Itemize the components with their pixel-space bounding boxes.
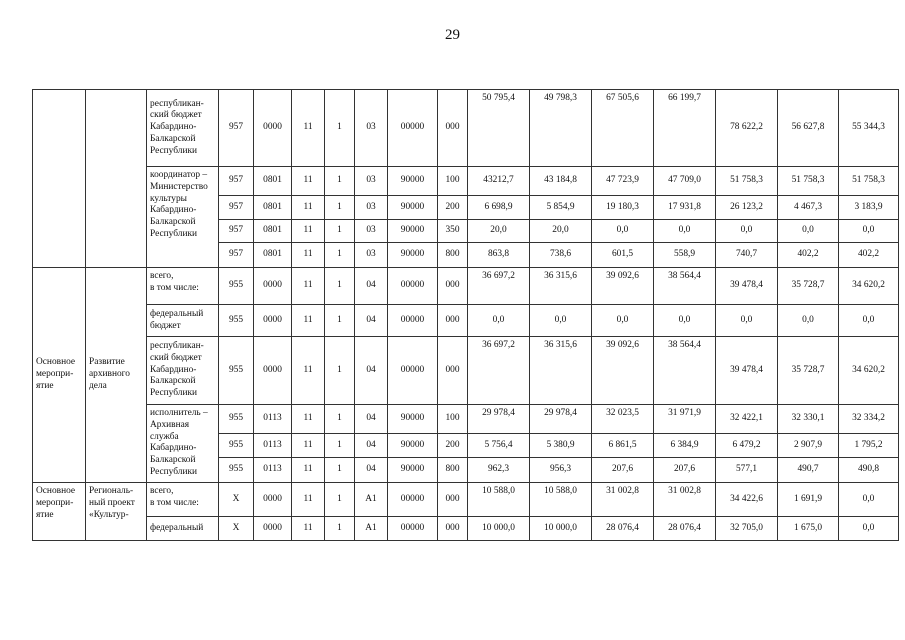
code-cell: 11 [292,458,325,483]
value-cell: 0,0 [654,305,716,337]
value-cell: 78 622,2 [716,90,778,167]
code-cell: 000 [438,337,468,405]
code-cell: 90000 [388,220,438,243]
code-cell: 1 [325,405,355,434]
code-cell: 11 [292,305,325,337]
measure-title-cell-line: Региональ- [89,486,134,496]
code-cell: 04 [355,337,388,405]
value-cell: 47 723,9 [592,167,654,196]
indicator-cell [147,167,219,268]
indicator-cell-line: республикан- [150,341,204,352]
code-cell: 0113 [254,458,292,483]
value-cell: 20,0 [468,220,530,243]
value-cell: 43212,7 [468,167,530,196]
code-cell: 1 [325,220,355,243]
measure-title-cell-line: «Культур- [89,509,129,520]
value-cell: 0,0 [468,305,530,337]
code-cell: 0000 [254,483,292,517]
code-cell: 1 [325,196,355,220]
indicator-cell-line: федеральный [150,522,204,533]
indicator-cell-line: Балкарской [150,133,196,144]
value-cell: 28 076,4 [654,517,716,541]
value-cell: 4 467,3 [778,196,839,220]
value-cell: 6 479,2 [716,434,778,458]
indicator-cell-line: служба [150,431,179,442]
value-cell: 0,0 [839,483,899,517]
code-cell: 0801 [254,220,292,243]
code-cell: 0000 [254,268,292,305]
value-cell: 36 697,2 [468,268,530,305]
code-cell: Х [219,483,254,517]
code-cell: 200 [438,196,468,220]
indicator-cell-line: Министерство [150,181,208,192]
value-cell: 0,0 [839,220,899,243]
value-cell: 36 315,6 [530,337,592,405]
value-cell: 29 978,4 [530,405,592,434]
code-cell: 00000 [388,305,438,337]
value-cell: 47 709,0 [654,167,716,196]
value-cell: 26 123,2 [716,196,778,220]
code-cell: 00000 [388,517,438,541]
value-cell: 39 092,6 [592,337,654,405]
value-cell: 962,3 [468,458,530,483]
value-cell: 32 705,0 [716,517,778,541]
value-cell: 740,7 [716,243,778,268]
page-number: 29 [445,27,460,43]
code-cell: 200 [438,434,468,458]
code-cell: 957 [219,243,254,268]
value-cell: 31 002,8 [654,483,716,517]
table-row [33,517,899,541]
code-cell: 0000 [254,90,292,167]
value-cell: 0,0 [716,220,778,243]
code-cell: 11 [292,220,325,243]
value-cell: 51 758,3 [716,167,778,196]
value-cell: 36 315,6 [530,268,592,305]
indicator-cell [147,405,219,483]
measure-type-cell-line: меропри- [36,497,74,508]
value-cell: 601,5 [592,243,654,268]
value-cell: 32 334,2 [839,405,899,434]
code-cell: 90000 [388,167,438,196]
indicator-cell-line: исполнитель – [150,408,208,418]
value-cell: 0,0 [778,305,839,337]
code-cell: 03 [355,220,388,243]
code-cell: 04 [355,305,388,337]
code-cell: 04 [355,268,388,305]
code-cell: 0113 [254,434,292,458]
indicator-cell-line: Республики [150,145,198,156]
value-cell: 49 798,3 [530,90,592,167]
value-cell: 38 564,4 [654,268,716,305]
value-cell: 34 620,2 [839,337,899,405]
table-row [33,305,899,337]
value-cell: 1 795,2 [839,434,899,458]
code-cell: 11 [292,434,325,458]
value-cell: 51 758,3 [839,167,899,196]
indicator-cell-line: ский бюджет [150,352,202,363]
value-cell: 2 907,9 [778,434,839,458]
value-cell: 5 756,4 [468,434,530,458]
code-cell: 955 [219,337,254,405]
code-cell: 0801 [254,167,292,196]
code-cell: 955 [219,405,254,434]
indicator-cell-line: Кабардино- [150,443,197,454]
code-cell: Х [219,517,254,541]
value-cell: 6 698,9 [468,196,530,220]
code-cell: 11 [292,196,325,220]
code-cell: 03 [355,167,388,196]
value-cell: 207,6 [654,458,716,483]
code-cell: 11 [292,483,325,517]
code-cell: 000 [438,90,468,167]
value-cell: 0,0 [839,517,899,541]
value-cell: 28 076,4 [592,517,654,541]
code-cell: 1 [325,268,355,305]
indicator-cell [147,483,219,517]
budget-table [32,89,899,541]
code-cell: 03 [355,196,388,220]
code-cell: 04 [355,405,388,434]
value-cell: 10 588,0 [530,483,592,517]
indicator-cell [147,90,219,167]
value-cell: 956,3 [530,458,592,483]
indicator-cell-line: бюджет [150,320,181,331]
indicator-cell [147,268,219,305]
code-cell: 800 [438,458,468,483]
value-cell: 0,0 [592,220,654,243]
value-cell: 6 861,5 [592,434,654,458]
value-cell: 0,0 [530,305,592,337]
indicator-cell-line: Балкарской [150,376,196,387]
code-cell: 11 [292,243,325,268]
value-cell: 34 620,2 [839,268,899,305]
code-cell: 1 [325,483,355,517]
measure-type-cell [33,483,86,541]
indicator-cell-line: всего, [150,271,174,281]
code-cell: 350 [438,220,468,243]
indicator-cell-line: в том числе: [150,282,199,293]
code-cell: 11 [292,405,325,434]
code-cell: 0000 [254,337,292,405]
code-cell: 000 [438,268,468,305]
value-cell: 43 184,8 [530,167,592,196]
measure-title-cell-line: архивного [89,369,130,380]
code-cell: 90000 [388,243,438,268]
code-cell: 1 [325,458,355,483]
code-cell: 90000 [388,434,438,458]
value-cell: 738,6 [530,243,592,268]
code-cell: А1 [355,517,388,541]
value-cell: 402,2 [778,243,839,268]
indicator-cell [147,337,219,405]
table-row [33,483,899,517]
value-cell: 38 564,4 [654,337,716,405]
indicator-cell-line: федеральный [150,308,204,319]
code-cell: 90000 [388,458,438,483]
indicator-cell [147,305,219,337]
value-cell: 17 931,8 [654,196,716,220]
indicator-cell-line: Республики [150,228,198,239]
value-cell: 10 000,0 [530,517,592,541]
indicator-cell-line: координатор – [150,170,208,180]
value-cell: 19 180,3 [592,196,654,220]
code-cell: 11 [292,517,325,541]
code-cell: 00000 [388,483,438,517]
measure-type-cell-line: ятие [36,380,54,391]
value-cell: 35 728,7 [778,337,839,405]
value-cell: 32 023,5 [592,405,654,434]
measure-type-cell-line: Основное [36,486,76,496]
value-cell: 10 588,0 [468,483,530,517]
code-cell: 1 [325,517,355,541]
value-cell: 36 697,2 [468,337,530,405]
value-cell: 55 344,3 [839,90,899,167]
value-cell: 0,0 [592,305,654,337]
code-cell: 000 [438,483,468,517]
code-cell: 1 [325,434,355,458]
indicator-cell-line: Балкарской [150,455,196,465]
value-cell: 50 795,4 [468,90,530,167]
value-cell: 34 422,6 [716,483,778,517]
value-cell: 29 978,4 [468,405,530,434]
value-cell: 1 675,0 [778,517,839,541]
code-cell: 800 [438,243,468,268]
value-cell: 67 505,6 [592,90,654,167]
code-cell: 957 [219,220,254,243]
code-cell: 000 [438,305,468,337]
value-cell: 20,0 [530,220,592,243]
code-cell: 11 [292,167,325,196]
indicator-cell-line: республикан- [150,98,204,109]
code-cell: 0113 [254,405,292,434]
value-cell: 0,0 [654,220,716,243]
indicator-cell-line: Балкарской [150,217,196,227]
value-cell: 558,9 [654,243,716,268]
code-cell: 955 [219,434,254,458]
value-cell: 577,1 [716,458,778,483]
code-cell: 04 [355,434,388,458]
value-cell: 207,6 [592,458,654,483]
value-cell: 3 183,9 [839,196,899,220]
indicator-cell-line: Кабардино- [150,364,197,375]
code-cell: 00000 [388,90,438,167]
indicator-cell-line: Республики [150,388,198,399]
code-cell: 90000 [388,196,438,220]
code-cell: 957 [219,90,254,167]
indicator-cell-line: Кабардино- [150,205,197,216]
value-cell: 31 971,9 [654,405,716,434]
value-cell: 51 758,3 [778,167,839,196]
code-cell: 000 [438,517,468,541]
value-cell: 66 199,7 [654,90,716,167]
value-cell: 0,0 [839,305,899,337]
measure-title-cell-line: Развитие [89,357,125,368]
code-cell: 0801 [254,243,292,268]
table-row [33,405,899,434]
value-cell: 35 728,7 [778,268,839,305]
indicator-cell-line: культуры [150,193,187,204]
code-cell: А1 [355,483,388,517]
code-cell: 1 [325,167,355,196]
code-cell: 0801 [254,196,292,220]
value-cell: 5 380,9 [530,434,592,458]
code-cell: 1 [325,337,355,405]
value-cell: 5 854,9 [530,196,592,220]
value-cell: 39 478,4 [716,337,778,405]
code-cell: 03 [355,90,388,167]
measure-title-cell [86,483,147,541]
measure-title-cell [86,268,147,483]
code-cell: 1 [325,305,355,337]
code-cell: 955 [219,268,254,305]
code-cell: 1 [325,243,355,268]
value-cell: 32 422,1 [716,405,778,434]
code-cell: 0000 [254,305,292,337]
indicator-cell-line: всего, [150,486,174,496]
indicator-cell-line: ский бюджет [150,110,202,121]
measure-type-cell-line: ятие [36,509,54,520]
value-cell: 31 002,8 [592,483,654,517]
code-cell: 00000 [388,268,438,305]
measure-type-cell [33,90,86,268]
code-cell: 03 [355,243,388,268]
measure-title-cell-line: ный проект [89,497,135,508]
value-cell: 490,7 [778,458,839,483]
measure-type-cell [33,268,86,483]
value-cell: 490,8 [839,458,899,483]
value-cell: 39 092,6 [592,268,654,305]
table-row [33,337,899,405]
code-cell: 0000 [254,517,292,541]
value-cell: 32 330,1 [778,405,839,434]
value-cell: 863,8 [468,243,530,268]
code-cell: 90000 [388,405,438,434]
value-cell: 6 384,9 [654,434,716,458]
code-cell: 957 [219,196,254,220]
indicator-cell [147,517,219,541]
code-cell: 11 [292,268,325,305]
code-cell: 957 [219,167,254,196]
table-row [33,268,899,305]
indicator-cell-line: Республики [150,466,198,477]
measure-title-cell-line: дела [89,380,107,391]
value-cell: 0,0 [778,220,839,243]
table-row [33,90,899,167]
indicator-cell-line: Кабардино- [150,122,197,133]
measure-type-cell-line: меропри- [36,369,74,380]
value-cell: 56 627,8 [778,90,839,167]
code-cell: 11 [292,337,325,405]
code-cell: 1 [325,90,355,167]
value-cell: 402,2 [839,243,899,268]
measure-type-cell-line: Основное [36,357,76,368]
value-cell: 39 478,4 [716,268,778,305]
measure-title-cell [86,90,147,268]
value-cell: 0,0 [716,305,778,337]
value-cell: 10 000,0 [468,517,530,541]
indicator-cell-line: Архивная [150,419,190,430]
code-cell: 955 [219,305,254,337]
value-cell: 1 691,9 [778,483,839,517]
code-cell: 11 [292,90,325,167]
code-cell: 04 [355,458,388,483]
table-row [33,167,899,196]
code-cell: 955 [219,458,254,483]
code-cell: 00000 [388,337,438,405]
indicator-cell-line: в том числе: [150,497,199,508]
code-cell: 100 [438,405,468,434]
code-cell: 100 [438,167,468,196]
